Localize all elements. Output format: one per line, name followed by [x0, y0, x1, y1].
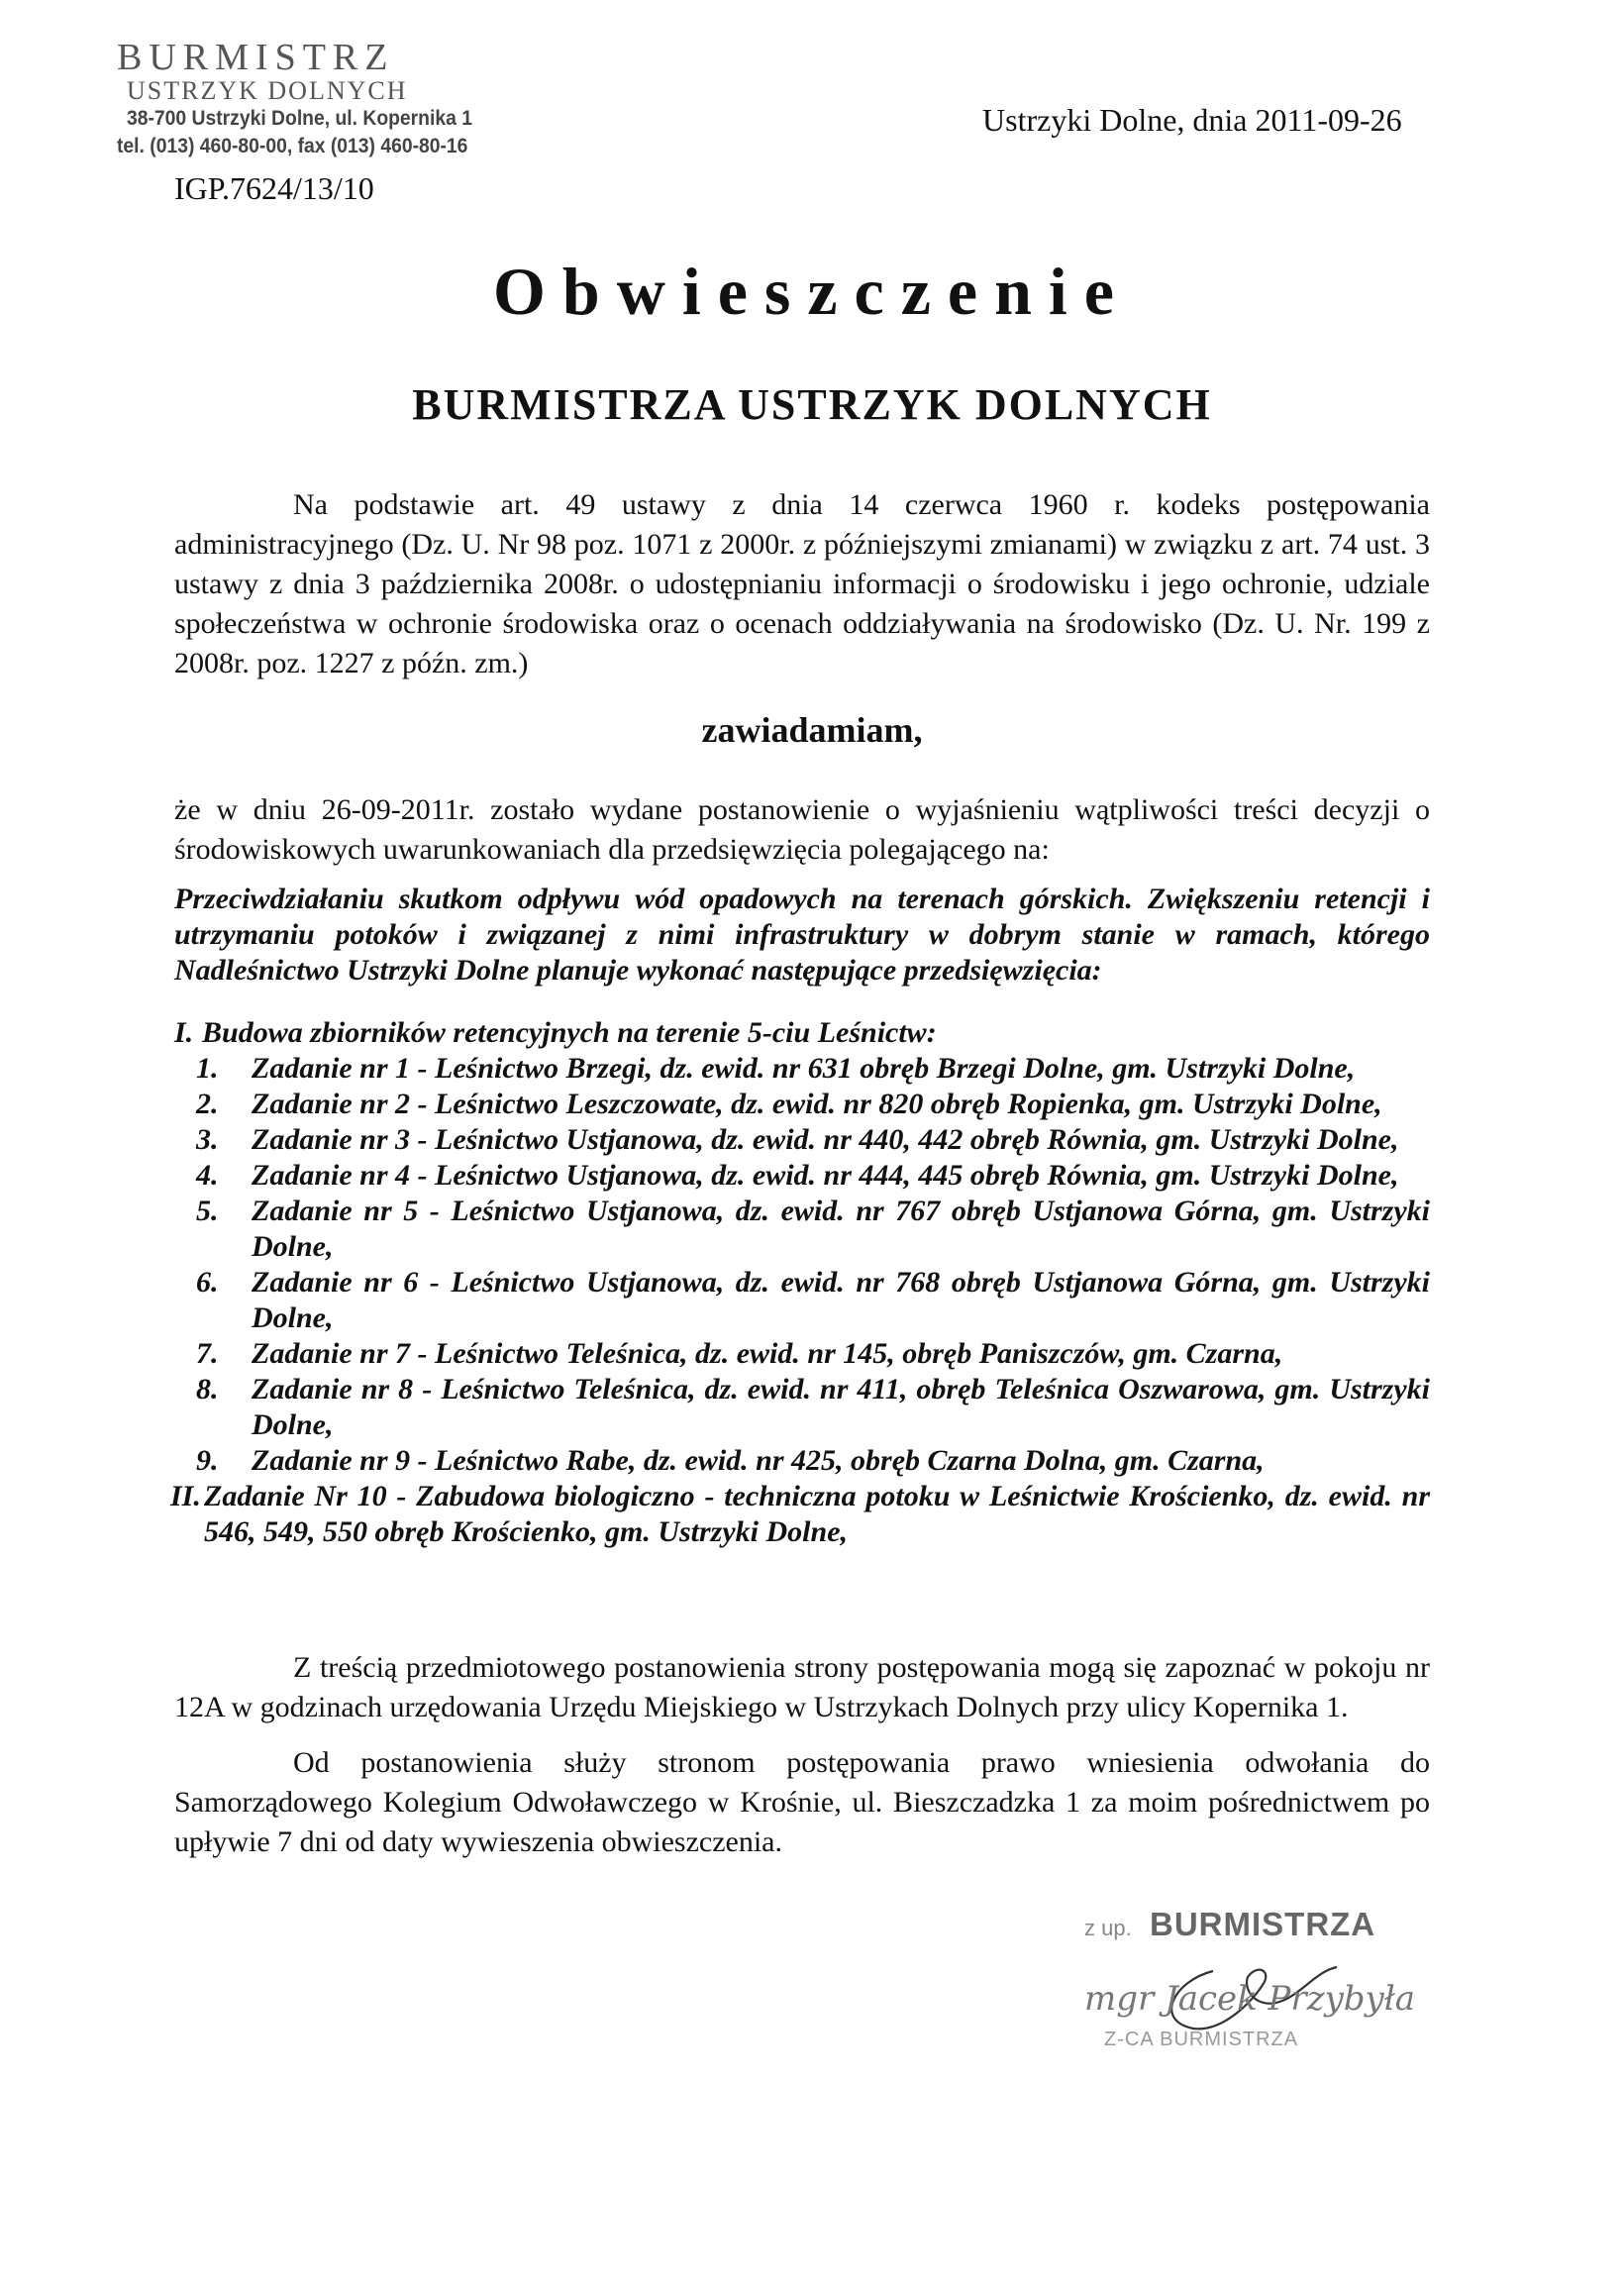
list-item-number: 2.: [196, 1088, 219, 1120]
reference-number: IGP.7624/13/10: [174, 170, 374, 206]
list-item: [174, 1336, 1430, 1372]
project-description: Przeciwdziałaniu skutkom odpływu wód opadowych na terenach górskich. Zwiększeniu retencji i utrzymaniu potoków i związanej z nimi infrastruktury w dobrym stanie w ramach, którego Nadleśnictwo Ustrzyki Dolne planuje wykonać następujące przedsięwzięcia:: [174, 883, 1430, 987]
list-item: [174, 1158, 1430, 1194]
stamp-address: 38-700 Ustrzyki Dolne, ul. Kopernika 1: [127, 107, 472, 130]
signature-prefix: z up.: [1084, 1916, 1132, 1940]
task-list: [170, 1015, 1430, 1550]
intro-text: Na podstawie art. 49 ustawy z dnia 14 czerwca 1960 r. kodeks postępowania administracyjnego (Dz. U. Nr 98 poz. 1071 z 2000r. z późniejszymi zmianami) w związku z art. 74 ust. 3 ustawy z dnia 3 października 2008r. o udostępnianiu informacji o środowisku i jego ochronie, udziale społeczeństwa w ochronie środowiska oraz o ocenach oddziaływania na środowisko (Dz. U. Nr. 199 z 2008r. poz. 1227 z późn. zm.): [174, 488, 1430, 679]
list-item: [174, 1194, 1430, 1265]
list-item-number: 3.: [196, 1123, 219, 1156]
section-1: [174, 1015, 1430, 1051]
list-item-text: Zadanie nr 4 - Leśnictwo Ustjanowa, dz. ewid. nr 444, 445 obręb Równia, gm. Ustrzyki Dolne,: [252, 1159, 1399, 1192]
list-item-text: Zadanie nr 6 - Leśnictwo Ustjanowa, dz. ewid. nr 768 obręb Ustjanowa Górna, gm. Ustrzyki Dolne,: [252, 1266, 1430, 1334]
access-paragraph: [174, 1648, 1430, 1727]
section-2: [170, 1479, 1430, 1550]
section-2-number: II.: [170, 1480, 201, 1512]
notify-heading: zawiadamiam,: [701, 710, 923, 750]
section-1-number: I.: [174, 1016, 194, 1049]
appeal-text: Od postanowienia służy stronom postępowania prawo wniesienia odwołania do Samorządowego Kolegium Odwoławczego w Krośnie, ul. Bieszczadzka 1 za moim pośrednictwem po upływie 7 dni od daty wywieszenia obwieszczenia.: [174, 1746, 1430, 1858]
list-item-text: Zadanie nr 2 - Leśnictwo Leszczowate, dz. ewid. nr 820 obręb Ropienka, gm. Ustrzyki Dolne,: [252, 1088, 1382, 1120]
intro-paragraph: [174, 485, 1430, 683]
list-item: [174, 1051, 1430, 1087]
list-item-text: Zadanie nr 3 - Leśnictwo Ustjanowa, dz. ewid. nr 440, 442 obręb Równia, gm. Ustrzyki Dolne,: [252, 1123, 1399, 1156]
access-text: Z treścią przedmiotowego postanowienia strony postępowania mogą się zapoznać w pokoju nr 12A w godzinach urzędowania Urzędu Miejskiego w Ustrzykach Dolnych przy ulicy Kopernika 1.: [174, 1651, 1430, 1723]
stamp-town: USTRZYK DOLNYCH: [127, 76, 408, 105]
list-item-text: Zadanie nr 7 - Leśnictwo Teleśnica, dz. ewid. nr 145, obręb Paniszczów, gm. Czarna,: [252, 1337, 1283, 1370]
list-item: [174, 1265, 1430, 1336]
appeal-paragraph: [174, 1743, 1430, 1862]
list-item-number: 1.: [196, 1052, 219, 1085]
header-stamp: [117, 38, 493, 160]
section-1-title: Budowa zbiorników retencyjnych na terenie 5-ciu Leśnictw:: [202, 1016, 937, 1049]
stamp-office: BURMISTRZ: [117, 37, 395, 78]
list-item-number: 4.: [196, 1159, 219, 1192]
list-item-number: 7.: [196, 1337, 219, 1370]
signatory-name: mgr Jacek Przybyła: [1084, 1979, 1416, 2019]
list-item: [174, 1443, 1430, 1479]
place-date: Ustrzyki Dolne, dnia 2011-09-26: [982, 102, 1402, 138]
document-subtitle: BURMISTRZA USTRZYK DOLNYCH: [412, 380, 1212, 429]
list-item: [174, 1372, 1430, 1443]
list-item-number: 8.: [196, 1373, 219, 1405]
signature-stamp: [1084, 1902, 1416, 2060]
stamp-phone: tel. (013) 460-80-00, fax (013) 460-80-16: [117, 135, 468, 157]
list-item-text: Zadanie nr 8 - Leśnictwo Teleśnica, dz. ewid. nr 411, obręb Teleśnica Oszwarowa, gm. Ustrzyki Dolne,: [252, 1373, 1430, 1441]
signatory-role: Z-CA BURMISTRZA: [1104, 2029, 1299, 2050]
document-title: Obwieszczenie: [493, 254, 1131, 329]
section-2-text: Zadanie Nr 10 - Zabudowa biologiczno - techniczna potoku w Leśnictwie Krościenko, dz. ewid. nr 546, 549, 550 obręb Krościenko, gm. Ustrzyki Dolne,: [204, 1480, 1430, 1548]
list-item-number: 9.: [196, 1444, 219, 1477]
list-item-text: Zadanie nr 5 - Leśnictwo Ustjanowa, dz. ewid. nr 767 obręb Ustjanowa Górna, gm. Ustrzyki Dolne,: [252, 1195, 1430, 1263]
list-item-number: 5.: [196, 1195, 219, 1227]
list-item: [174, 1122, 1430, 1158]
list-item-text: Zadanie nr 1 - Leśnictwo Brzegi, dz. ewid. nr 631 obręb Brzegi Dolne, gm. Ustrzyki Dolne,: [252, 1052, 1356, 1085]
signature-office: BURMISTRZA: [1150, 1906, 1376, 1942]
list-item: [174, 1087, 1430, 1122]
list-item-number: 6.: [196, 1266, 219, 1299]
list-item-text: Zadanie nr 9 - Leśnictwo Rabe, dz. ewid. nr 425, obręb Czarna Dolna, gm. Czarna,: [252, 1444, 1265, 1477]
decision-paragraph: że w dniu 26-09-2011r. zostało wydane postanowienie o wyjaśnieniu wątpliwości treści decyzji o środowiskowych uwarunkowaniach dla przedsięwzięcia polegającego na:: [174, 793, 1430, 866]
